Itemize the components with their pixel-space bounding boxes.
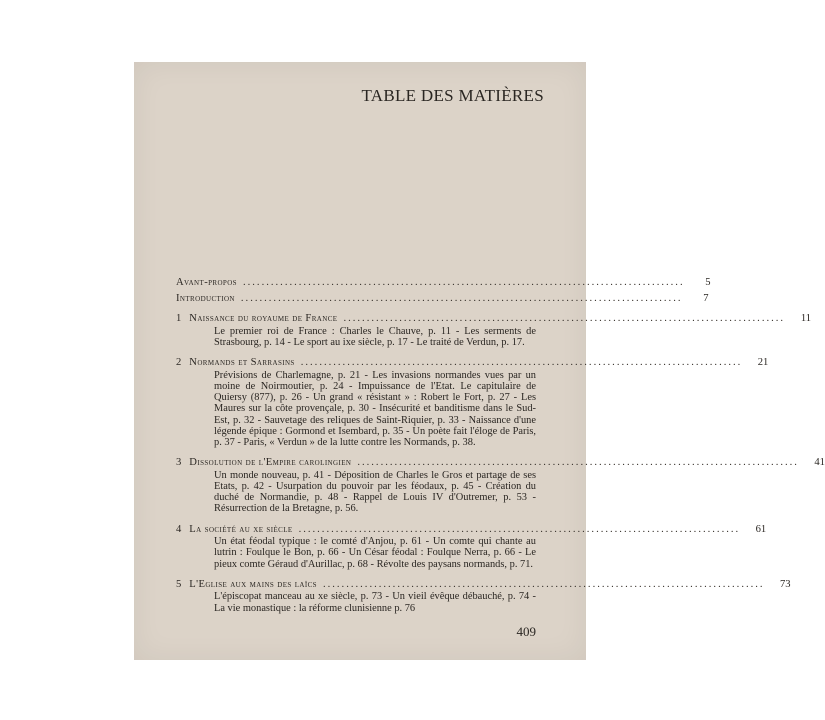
leader-dots: ............................................................................................... bbox=[242, 277, 685, 288]
chapter-entry-3 bbox=[176, 457, 825, 515]
leader-dots: ............................................................................................... bbox=[357, 457, 799, 469]
page-number: 409 bbox=[516, 624, 536, 639]
chapter-summary: Le premier roi de France : Charles le Chauve, p. 11 - Les serments de Strasbourg, p. 14 - Le sport au ixe siècle, p. 17 - Le traité de Verdun, p. 17. bbox=[214, 325, 536, 348]
toc-entry-label: Introduction bbox=[176, 292, 235, 304]
chapter-page: 61 bbox=[755, 523, 767, 535]
chapter-summary: L'épiscopat manceau au xe siècle, p. 73 - Un vieil évêque débauché, p. 74 - La vie monastique : la réforme clunisienne p. 76 bbox=[214, 591, 536, 614]
chapter-number: 1 bbox=[176, 313, 182, 325]
chapter-entry-4 bbox=[176, 523, 767, 570]
chapter-title: Dissolution de l'Empire carolingien bbox=[189, 457, 352, 469]
chapter-summary: Un état féodal typique : le comté d'Anjou, p. 61 - Un comte qui chante au lutrin : Foulque le Bon, p. 66 - Un César féodal : Foulque Nerra, p. 66 - Le pieux comte Géraud d'Aurillac, p. 68 - Révolte des paysans normands, p. 71. bbox=[214, 536, 536, 570]
chapter-page: 73 bbox=[779, 578, 791, 590]
page-title: TABLE DES MATIÈRES bbox=[361, 86, 544, 105]
toc-entry-introduction bbox=[176, 292, 709, 305]
toc-entry-avant-propos bbox=[176, 277, 711, 289]
chapter-title: Naissance du royaume de France bbox=[189, 313, 338, 325]
chapter-number: 2 bbox=[176, 357, 182, 369]
leader-dots: ............................................................................................... bbox=[300, 357, 743, 369]
chapter-entry-1 bbox=[176, 313, 812, 348]
toc-entry-page: 5 bbox=[705, 277, 711, 288]
chapter-title: Normands et Sarrasins bbox=[189, 357, 295, 369]
chapter-entry-2 bbox=[176, 357, 769, 448]
book-page bbox=[134, 62, 825, 660]
leader-dots: ............................................................................................... bbox=[343, 313, 786, 325]
chapter-page: 21 bbox=[757, 357, 769, 369]
chapter-summary: Un monde nouveau, p. 41 - Déposition de Charles le Gros et partage de ses Etats, p. 42 - Usurpation du pouvoir par les féodaux, p. 45 - Création du duché de Normandie, p. 48 - Rappel de Louis IV d'Outremer, p. 53 - Résurrection de la Bretagne, p. 56. bbox=[214, 469, 536, 515]
leader-dots: ............................................................................................... bbox=[298, 523, 741, 535]
chapter-number: 3 bbox=[176, 457, 182, 469]
chapter-page: 41 bbox=[814, 457, 825, 469]
toc-entry-page: 7 bbox=[703, 292, 709, 304]
chapter-number: 5 bbox=[176, 578, 182, 590]
chapter-title: L'Eglise aux mains des laïcs bbox=[189, 578, 317, 590]
leader-dots: ............................................................................................... bbox=[240, 292, 683, 304]
leader-dots: ............................................................................................... bbox=[322, 578, 765, 590]
chapter-number: 4 bbox=[176, 523, 182, 535]
table-of-contents bbox=[176, 277, 825, 614]
chapter-page: 11 bbox=[800, 313, 812, 325]
chapter-title: La société au xe siècle bbox=[189, 523, 293, 535]
toc-entry-label: Avant-propos bbox=[176, 277, 237, 288]
chapter-summary: Prévisions de Charlemagne, p. 21 - Les invasions normandes vues par un moine de Noirmoutier, p. 24 - Impuissance de l'Etat. Le capitulaire de Quiersy (877), p. 26 - Un grand « résistant » : Robert le Fort, p. 27 - Les Maures sur la côte provençale, p. 30 - Insécurité et banditisme dans le Sud-Est, p. 32 - Sauvetage des reliques de Saint-Riquier, p. 33 - Naissance d'une légende épique : Gormond et Isembard, p. 35 - Un poète fait l'éloge de Paris, p. 37 - Paris, « Verdun » de la lutte contre les Normands, p. 38. bbox=[214, 369, 536, 448]
chapter-entry-5 bbox=[176, 578, 791, 614]
